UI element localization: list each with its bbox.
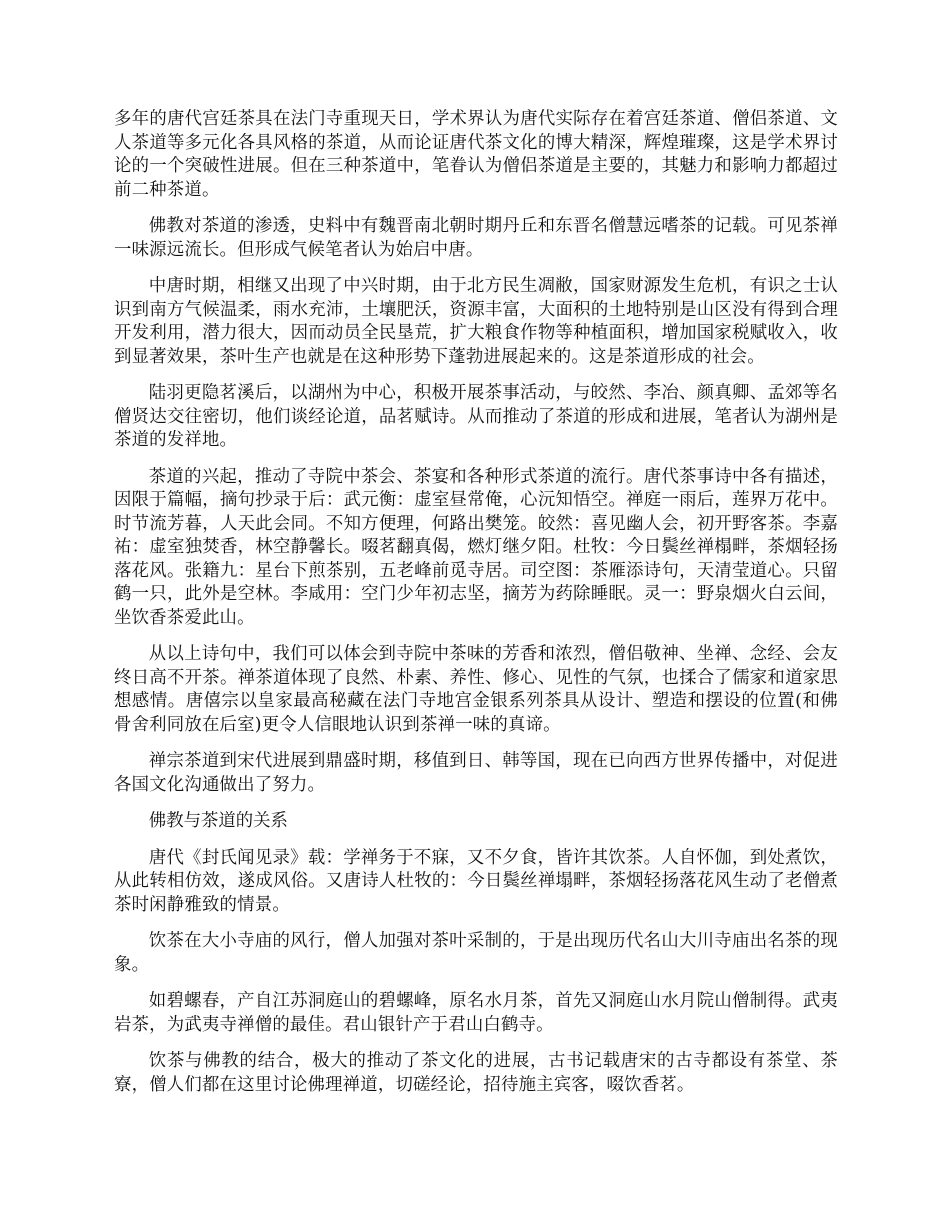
paragraph-12: 饮茶与佛教的结合，极大的推动了茶文化的进展，古书记载唐宋的古寺都设有茶堂、茶寮，僧人们都在这里讨论佛理禅道，切磋经论，招待施主宾客，啜饮香茗。	[114, 1051, 838, 1095]
paragraph-11: 如碧螺春，产自江苏洞庭山的碧螺峰，原名水月茶，首先又洞庭山水月院山僧制得。武夷岩茶，为武夷寺禅僧的最佳。君山银针产于君山白鹤寺。	[114, 991, 838, 1035]
paragraph-7: 禅宗茶道到宋代进展到鼎盛时期，移值到日、韩等国，现在已向西方世界传播中，对促进各国文化沟通做出了努力。	[114, 751, 838, 795]
paragraph-9: 唐代《封氏闻见录》载：学禅务于不寐，又不夕食，皆许其饮茶。人自怀伽，到处煮饮，从此转相仿效，遂成风俗。又唐诗人杜牧的：今日鬓丝禅塌畔，茶烟轻扬落花风生动了老僧煮茶时闲静雅致的情景。	[114, 847, 838, 915]
paragraph-2: 佛教对茶道的渗透，史料中有魏晋南北朝时期丹丘和东晋名僧慧远嗜茶的记载。可见茶禅一味源远流长。但形成气候笔者认为始启中唐。	[114, 216, 838, 260]
paragraph-1: 多年的唐代宫廷茶具在法门寺重现天日，学术界认为唐代实际存在着宫廷茶道、僧侣茶道、文人茶道等多元化各具风格的茶道，从而论证唐代茶文化的博大精深，辉煌璀璨，这是学术界讨论的一个突破性进展。但在三种茶道中，笔眷认为僧侣茶道是主要的，其魅力和影响力都超过前二种茶道。	[114, 109, 838, 200]
paragraph-6: 从以上诗句中，我们可以体会到寺院中茶味的芳香和浓烈，僧侣敬神、坐禅、念经、会友终日高不开茶。禅茶道体现了良然、朴素、养性、修心、见性的气氛，也揉合了儒家和道家思想感情。唐僖宗以皇家最高秘藏在法门寺地宫金银系列茶具从设计、塑造和摆设的位置(和佛骨舍利同放在后室)更令人信眼地认识到茶禅一味的真谛。	[114, 644, 838, 735]
paragraph-5: 茶道的兴起，推动了寺院中茶会、茶宴和各种形式茶道的流行。唐代茶事诗中各有描述，因限于篇幅，摘句抄录于后：武元衡：虚室昼常俺，心沅知悟空。禅庭一雨后，莲界万花中。时节流芳暮，人天此会同。不知方便理，何路出樊笼。皎然：喜见幽人会，初开野客茶。李嘉祐：虚室独焚香，林空静馨长。啜茗翻真偈，燃灯继夕阳。杜牧：今日鬓丝禅榻畔，茶烟轻扬落花风。张籍九：星台下煎茶别，五老峰前觅寺居。司空图：茶雁添诗句，天清莹道心。只留鹤一只，此外是空林。李咸用：空门少年初志坚，摘芳为药除睡眠。灵一：野泉烟火白云间，坐饮香茶爱此山。	[114, 466, 838, 628]
paragraph-3: 中唐时期，相继又出现了中兴时期，由于北方民生凋敝，国家财源发生危机，有识之士认识到南方气候温柔，雨水充沛，土壤肥沃，资源丰富，大面积的土地特别是山区没有得到合理开发利用，潜力很大，因而动员全民垦荒，扩大粮食作物等种植面积，增加国家税赋收入，收到显著效果，茶叶生产也就是在这种形势下蓬勃进展起来的。这是茶道形成的社会。	[114, 276, 838, 367]
paragraph-10: 饮茶在大小寺庙的风行，僧人加强对茶叶采制的，于是出现历代名山大川寺庙出名茶的现象。	[114, 931, 838, 975]
section-heading: 佛教与茶道的关系	[148, 811, 288, 831]
paragraph-4: 陆羽更隐茗溪后，以湖州为中心，积极开展茶事活动，与皎然、李冶、颜真卿、孟郊等名僧贤达交往密切，他们谈经论道，品茗赋诗。从而推动了茶道的形成和进展，笔者认为湖州是茶道的发祥地。	[114, 383, 838, 450]
